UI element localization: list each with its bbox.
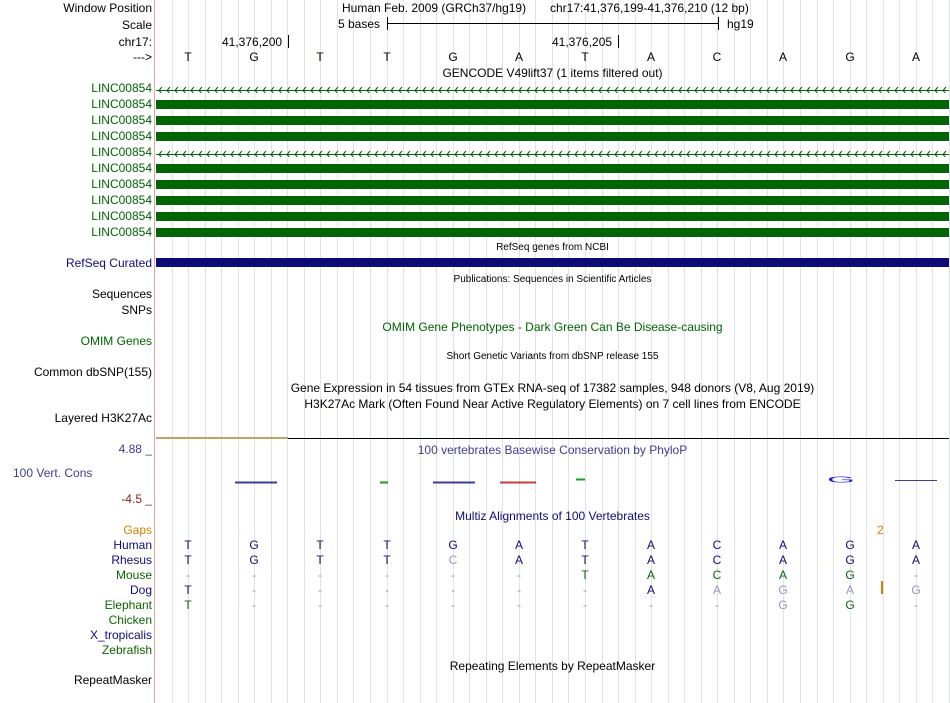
aligned-base: -: [517, 568, 521, 582]
species-label[interactable]: Rhesus: [111, 553, 152, 567]
aligned-base: -: [583, 583, 587, 597]
aligned-base: A: [514, 538, 523, 552]
gencode-item-label[interactable]: LINC00854: [91, 113, 152, 127]
sequences-label[interactable]: Sequences: [91, 287, 152, 301]
gencode-exon-feature[interactable]: [156, 116, 949, 125]
aligned-base: T: [184, 553, 192, 567]
aligned-base: -: [914, 568, 918, 582]
gencode-item-label[interactable]: LINC00854: [91, 193, 152, 207]
conservation-max: 4.88 _: [118, 442, 152, 456]
reference-base: G: [448, 50, 458, 64]
strand-label: --->: [133, 50, 152, 64]
aligned-base: -: [186, 568, 190, 582]
aligned-base: A: [646, 568, 655, 582]
aligned-base: G: [249, 553, 259, 567]
gencode-exon-feature[interactable]: [156, 132, 949, 141]
snps-label[interactable]: SNPs: [121, 303, 152, 317]
gencode-intron-feature[interactable]: [156, 148, 949, 157]
aligned-base: -: [385, 583, 389, 597]
conservation-plot: [155, 458, 950, 498]
aligned-base: A: [845, 583, 854, 597]
reference-base: A: [646, 50, 655, 64]
aligned-base: T: [581, 553, 589, 567]
aligned-base: -: [517, 583, 521, 597]
reference-base: T: [581, 50, 589, 64]
aligned-base: G: [778, 583, 788, 597]
dbsnp-label[interactable]: Common dbSNP(155): [33, 365, 152, 379]
gencode-item-label[interactable]: LINC00854: [91, 145, 152, 159]
gencode-exon-feature[interactable]: [156, 212, 949, 221]
gencode-item-label[interactable]: LINC00854: [91, 209, 152, 223]
aligned-base: -: [451, 598, 455, 612]
aligned-base: A: [911, 538, 920, 552]
gencode-item-label[interactable]: LINC00854: [91, 177, 152, 191]
species-label[interactable]: Mouse: [115, 568, 152, 582]
gencode-item-label[interactable]: LINC00854: [91, 225, 152, 239]
aligned-base: A: [646, 553, 655, 567]
species-label[interactable]: Chicken: [108, 613, 152, 627]
gtex-track-title[interactable]: Gene Expression in 54 tissues from GTEx RNA-seq of 17382 samples, 948 donors (V8, Aug 2019): [290, 381, 815, 395]
reference-base: A: [778, 50, 787, 64]
aligned-base: -: [252, 568, 256, 582]
aligned-base: G: [448, 538, 458, 552]
species-label[interactable]: Elephant: [104, 598, 152, 612]
conservation-label[interactable]: 100 Vert. Cons: [13, 466, 93, 480]
reference-base: G: [845, 50, 855, 64]
gencode-item-label[interactable]: LINC00854: [91, 161, 152, 175]
coord-left-tick: [288, 35, 289, 48]
aligned-base: T: [316, 553, 324, 567]
reference-base: G: [249, 50, 259, 64]
aligned-base: T: [581, 538, 589, 552]
reference-base: T: [316, 50, 324, 64]
assembly-title: Human Feb. 2009 (GRCh37/hg19): [342, 1, 527, 15]
aligned-base: -: [318, 583, 322, 597]
refseq-label[interactable]: RefSeq Curated: [65, 256, 152, 270]
h3k27ac-track-title[interactable]: H3K27Ac Mark (Often Found Near Active Regulatory Elements) on 7 cell lines from ENCODE: [304, 397, 801, 411]
species-label[interactable]: X_tropicalis: [89, 628, 152, 642]
aligned-base: C: [712, 568, 722, 582]
aligned-base: G: [249, 538, 259, 552]
scale-bar: [387, 23, 718, 24]
scale-bar-left-tick: [387, 17, 388, 30]
aligned-base: -: [451, 583, 455, 597]
h3k27ac-label[interactable]: Layered H3K27Ac: [54, 411, 152, 425]
conservation-logo-g: G: [827, 474, 856, 485]
scale-label: Scale: [121, 18, 152, 32]
aligned-base: T: [581, 568, 589, 582]
gencode-intron-feature[interactable]: [156, 84, 949, 93]
refseq-track-title[interactable]: RefSeq genes from NCBI: [496, 242, 609, 253]
aligned-base: T: [316, 538, 324, 552]
multiz-track-title[interactable]: Multiz Alignments of 100 Vertebrates: [455, 509, 650, 523]
coord-right: 41,376,205: [552, 35, 613, 49]
refseq-feature[interactable]: [156, 258, 949, 267]
conservation-track-title[interactable]: 100 vertebrates Basewise Conservation by PhyloP: [417, 443, 688, 457]
gaps-count: 2: [877, 523, 884, 537]
gencode-track-title[interactable]: GENCODE V49lift37 (1 items filtered out): [442, 66, 663, 80]
aligned-base: T: [184, 598, 192, 612]
aligned-base: A: [778, 568, 787, 582]
aligned-base: G: [845, 538, 855, 552]
aligned-base: T: [184, 583, 192, 597]
aligned-base: -: [385, 598, 389, 612]
aligned-base: -: [451, 568, 455, 582]
aligned-base: -: [649, 598, 653, 612]
gencode-exon-feature[interactable]: [156, 228, 949, 237]
aligned-base: -: [318, 568, 322, 582]
aligned-base: A: [778, 538, 787, 552]
aligned-base: -: [914, 598, 918, 612]
gencode-item-label[interactable]: LINC00854: [91, 81, 152, 95]
aligned-base: A: [712, 583, 721, 597]
aligned-base: -: [252, 583, 256, 597]
aligned-base: A: [514, 553, 523, 567]
omim-label[interactable]: OMIM Genes: [80, 334, 152, 348]
aligned-base: -: [385, 568, 389, 582]
dbsnp-track-title[interactable]: Short Genetic Variants from dbSNP release 155: [446, 351, 659, 362]
reference-base: T: [383, 50, 391, 64]
aligned-base: A: [778, 553, 787, 567]
coord-right-tick: [618, 35, 619, 48]
aligned-base: T: [184, 538, 192, 552]
reference-base: A: [911, 50, 920, 64]
scale-bar-right-tick: [718, 17, 719, 30]
repeatmasker-track-title[interactable]: Repeating Elements by RepeatMasker: [449, 659, 656, 673]
aligned-base: A: [646, 583, 655, 597]
aligned-base: -: [715, 598, 719, 612]
scale-bar-label: 5 bases: [338, 17, 381, 31]
h3k27ac-signal-highlight: [156, 437, 288, 439]
aligned-base: C: [448, 553, 458, 567]
species-label[interactable]: Zebrafish: [101, 643, 152, 657]
aligned-base: -: [318, 598, 322, 612]
reference-base: C: [712, 50, 722, 64]
aligned-base: G: [778, 598, 788, 612]
aligned-base: -: [583, 598, 587, 612]
aligned-base: G: [845, 598, 855, 612]
aligned-base: -: [517, 598, 521, 612]
aligned-base: A: [911, 553, 920, 567]
aligned-base: C: [712, 538, 722, 552]
reference-sequence: [0, 50, 950, 64]
gaps-label[interactable]: Gaps: [123, 523, 152, 537]
omim-track-title[interactable]: OMIM Gene Phenotypes - Dark Green Can Be Disease-causing: [382, 320, 723, 334]
aligned-base: -: [252, 598, 256, 612]
coord-left: 41,376,200: [222, 35, 283, 49]
species-label[interactable]: Dog: [129, 583, 152, 597]
aligned-base: T: [383, 553, 391, 567]
aligned-base: G: [845, 568, 855, 582]
gencode-exon-feature[interactable]: [156, 164, 949, 173]
repeatmasker-label[interactable]: RepeatMasker: [73, 673, 152, 687]
aligned-base: A: [646, 538, 655, 552]
gencode-item-label[interactable]: LINC00854: [91, 129, 152, 143]
scale-db: hg19: [727, 17, 754, 31]
aligned-base: G: [911, 583, 921, 597]
gap-marker: [881, 581, 883, 594]
species-label[interactable]: Human: [113, 538, 152, 552]
reference-base: T: [184, 50, 192, 64]
publications-track-title[interactable]: Publications: Sequences in Scientific Articles: [453, 274, 652, 285]
reference-base: A: [514, 50, 523, 64]
window-position-label: Window Position: [63, 1, 152, 15]
gencode-exon-feature[interactable]: [156, 180, 949, 189]
aligned-base: G: [845, 553, 855, 567]
conservation-min: -4.5 _: [121, 492, 152, 506]
aligned-base: T: [383, 538, 391, 552]
chrom-label: chr17:: [118, 35, 152, 49]
gencode-exon-feature[interactable]: [156, 100, 949, 109]
gencode-exon-feature[interactable]: [156, 196, 949, 205]
gencode-item-label[interactable]: LINC00854: [91, 97, 152, 111]
aligned-base: C: [712, 553, 722, 567]
window-position-value: chr17:41,376,199-41,376,210 (12 bp): [550, 1, 749, 15]
